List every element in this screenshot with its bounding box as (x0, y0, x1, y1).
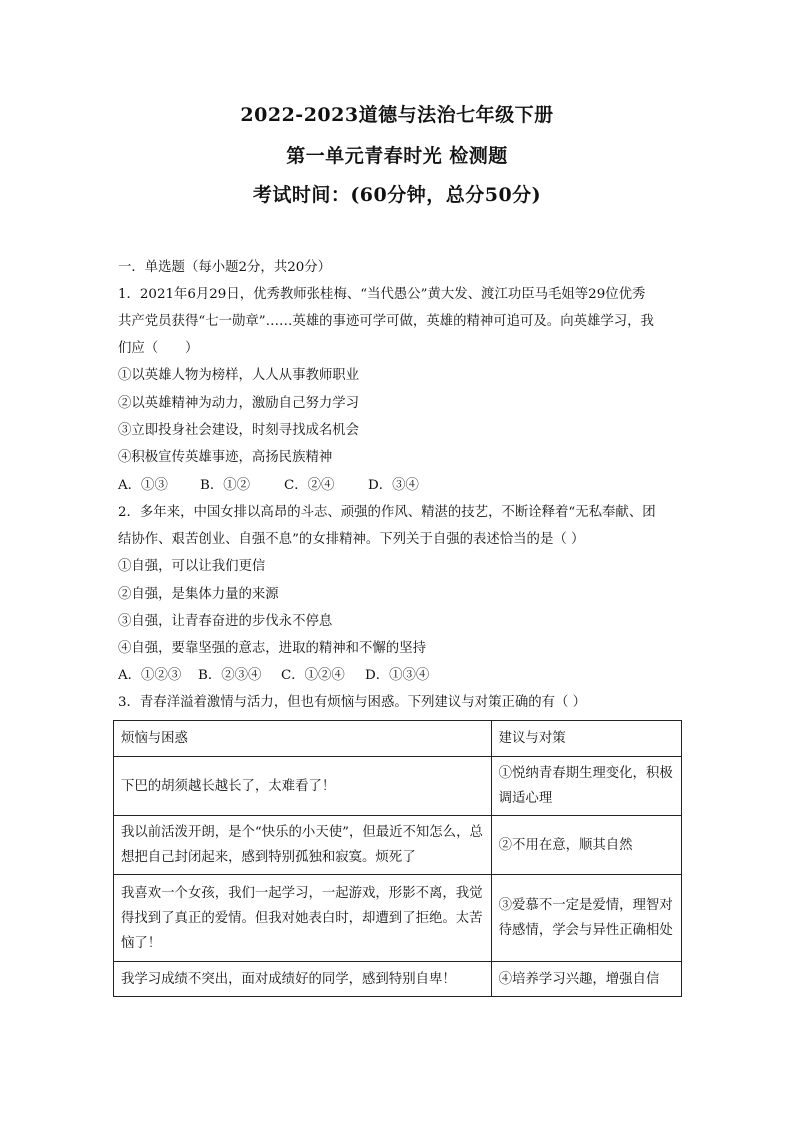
unit-title: 第一单元青春时光 检测题 (286, 145, 508, 167)
q2-option-a[interactable]: A．①②③ (118, 668, 182, 683)
table-cell-concern: 我以前活泼开朗，是个“快乐的小天使”，但最近不知怎么，总想把自己封闭起来，感到特别孤独和寂寞。烦死了 (114, 816, 492, 875)
table-header-row (114, 721, 682, 757)
table-cell-concern: 我喜欢一个女孩，我们一起学习，一起游戏，形影不离，我觉得找到了真正的爱情。但我对她表白时，却遭到了拒绝。太苦恼了！ (114, 875, 492, 962)
q3-stem: 3．青春洋溢着激情与活力，但也有烦恼与困惑。下列建议与对策正确的有（ ） (118, 695, 587, 710)
q1-stem-line3: 们应（ ） (118, 341, 199, 356)
q2-item-2: ②自强，是集体力量的来源 (118, 587, 279, 602)
q1-item-1: ①以英雄人物为榜样，人人从事教师职业 (118, 368, 360, 383)
exam-time-info: 考试时间：(60分钟，总分50分) (252, 184, 542, 206)
q2-stem-line1: 2．多年来，中国女排以高昂的斗志、顽强的作风、精湛的技艺，不断诠释着“无私奉献、团 (118, 505, 656, 520)
q1-item-4: ④积极宣传英雄事迹，高扬民族精神 (118, 450, 333, 465)
q1-option-b[interactable]: B．①② (200, 478, 251, 493)
table-row (114, 757, 682, 816)
q1-option-a[interactable]: A．①③ (118, 478, 168, 493)
section-heading: 一．单选题（每小题2分，共20分） (118, 260, 332, 275)
q2-item-1: ①自强，可以让我们更信 (118, 559, 266, 574)
table-header-cell: 建议与对策 (491, 721, 681, 757)
table-row (114, 875, 682, 962)
table-cell-concern: 我学习成绩不突出，面对成绩好的同学，感到特别自卑！ (114, 962, 492, 997)
table-row (114, 816, 682, 875)
q2-stem-line2: 结协作、艰苦创业、自强不息”的女排精神。下列关于自强的表述恰当的是（ ） (118, 532, 585, 547)
q2-item-3: ③自强，让青春奋进的步伐永不停息 (118, 614, 333, 629)
q1-stem-line2: 共产党员获得“七一勋章”……英雄的事迹可学可做，英雄的精神可追可及。向英雄学习，我 (118, 314, 654, 329)
q1-option-c[interactable]: C．②④ (284, 478, 335, 493)
q1-options (118, 477, 419, 495)
q1-stem-line1: 1．2021年6月29日，优秀教师张桂梅、“当代愚公”黄大发、渡江功臣马毛姐等29位优秀 (118, 287, 646, 302)
table-cell-advice: ②不用在意，顺其自然 (491, 816, 681, 875)
table-header-cell: 烦恼与困惑 (114, 721, 492, 757)
q3-table (113, 720, 682, 997)
q1-option-d[interactable]: D．③④ (368, 478, 419, 493)
exam-title: 2022-2023道德与法治七年级下册 (240, 104, 554, 126)
q2-item-4: ④自强，要靠坚强的意志，进取的精神和不懈的坚持 (118, 641, 426, 656)
q2-option-d[interactable]: D．①③④ (365, 668, 430, 683)
table-cell-advice: ①悦纳青春期生理变化，积极调适心理 (491, 757, 681, 816)
table-cell-advice: ③爱慕不一定是爱情，理智对待感情，学会与异性正确相处 (491, 875, 681, 962)
q1-item-3: ③立即投身社会建设，时刻寻找成名机会 (118, 423, 360, 438)
q2-option-c[interactable]: C．①②④ (281, 668, 345, 683)
table-cell-advice: ④培养学习兴趣，增强自信 (491, 962, 681, 997)
q2-options (118, 667, 429, 685)
table-row (114, 962, 682, 997)
table-cell-concern: 下巴的胡须越长越长了，太难看了！ (114, 757, 492, 816)
q1-item-2: ②以英雄精神为动力，激励自己努力学习 (118, 396, 360, 411)
q2-option-b[interactable]: B．②③④ (198, 668, 262, 683)
